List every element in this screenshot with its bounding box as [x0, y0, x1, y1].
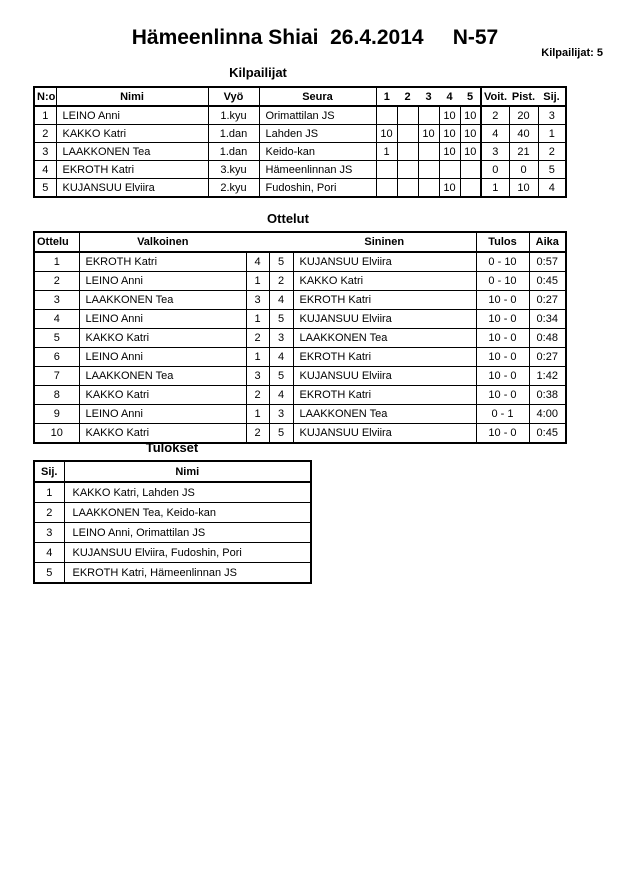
match-time-cell: 0:34 — [529, 310, 566, 329]
competitor-row — [34, 179, 566, 198]
match-time-cell: 0:27 — [529, 291, 566, 310]
competitor-points-cell: 0 — [509, 161, 538, 179]
match-white-number-cell: 1 — [246, 310, 269, 329]
match-result-cell: 0 - 10 — [476, 272, 529, 291]
competitor-belt-cell: 3.kyu — [208, 161, 259, 179]
result-place-cell: 2 — [34, 503, 64, 523]
match-white-name-cell: LEINO Anni — [79, 405, 246, 424]
match-blue-number-cell: 2 — [269, 272, 293, 291]
match-white-name-cell: KAKKO Katri — [79, 329, 246, 348]
match-result-cell: 10 - 0 — [476, 348, 529, 367]
competitor-wins-cell: 3 — [481, 143, 509, 161]
match-blue-number-cell: 3 — [269, 405, 293, 424]
match-row — [34, 291, 566, 310]
result-place-cell: 4 — [34, 543, 64, 563]
match-white-number-cell: 3 — [246, 367, 269, 386]
score-vs-4-cell: 10 — [439, 125, 460, 143]
matches-section-title: Ottelut — [267, 211, 309, 226]
header-club: Seura — [259, 87, 376, 106]
match-time-cell: 4:00 — [529, 405, 566, 424]
score-vs-1-cell — [376, 161, 397, 179]
score-vs-5-cell — [460, 179, 481, 198]
competitor-place-cell: 5 — [538, 161, 566, 179]
header-wins: Voit. — [481, 87, 509, 106]
competitor-points-cell: 20 — [509, 106, 538, 125]
match-result-cell: 10 - 0 — [476, 386, 529, 405]
match-number-cell: 9 — [34, 405, 79, 424]
match-row — [34, 367, 566, 386]
match-blue-name-cell: EKROTH Katri — [293, 348, 476, 367]
score-vs-3-cell — [418, 106, 439, 125]
results-table — [33, 460, 312, 584]
header-blue-number — [269, 232, 293, 252]
match-time-cell: 0:57 — [529, 252, 566, 272]
match-row — [34, 252, 566, 272]
score-vs-5-cell: 10 — [460, 106, 481, 125]
match-number-cell: 1 — [34, 252, 79, 272]
match-number-cell: 8 — [34, 386, 79, 405]
match-blue-name-cell: EKROTH Katri — [293, 291, 476, 310]
competitor-row — [34, 106, 566, 125]
competitors-section-title: Kilpailijat — [229, 65, 287, 80]
page-title: Hämeenlinna Shiai 26.4.2014 N-57 — [131, 26, 499, 49]
header-round-5: 5 — [460, 87, 481, 106]
score-vs-1-cell: 1 — [376, 143, 397, 161]
match-time-cell: 0:45 — [529, 272, 566, 291]
result-row — [34, 543, 311, 563]
match-blue-number-cell: 5 — [269, 310, 293, 329]
result-row — [34, 503, 311, 523]
match-number-cell: 6 — [34, 348, 79, 367]
match-blue-name-cell: LAAKKONEN Tea — [293, 405, 476, 424]
match-number-cell: 2 — [34, 272, 79, 291]
competitor-belt-cell: 2.kyu — [208, 179, 259, 198]
competitors-header-row — [34, 87, 566, 106]
result-name-cell: LEINO Anni, Orimattilan JS — [64, 523, 311, 543]
match-blue-number-cell: 4 — [269, 291, 293, 310]
match-blue-name-cell: KUJANSUU Elviira — [293, 310, 476, 329]
match-time-cell: 0:27 — [529, 348, 566, 367]
header-white-number — [246, 232, 269, 252]
competitor-number-cell: 1 — [34, 106, 56, 125]
match-row — [34, 310, 566, 329]
result-row — [34, 563, 311, 584]
match-row — [34, 386, 566, 405]
match-white-name-cell: LEINO Anni — [79, 272, 246, 291]
header-result-place: Sij. — [34, 461, 64, 482]
match-blue-name-cell: KUJANSUU Elviira — [293, 367, 476, 386]
results-section-title: Tulokset — [145, 440, 199, 455]
match-number-cell: 10 — [34, 424, 79, 444]
match-blue-name-cell: KUJANSUU Elviira — [293, 252, 476, 272]
match-white-name-cell: EKROTH Katri — [79, 252, 246, 272]
match-result-cell: 0 - 1 — [476, 405, 529, 424]
result-name-cell: EKROTH Katri, Hämeenlinnan JS — [64, 563, 311, 584]
result-place-cell: 1 — [34, 482, 64, 503]
result-name-cell: LAAKKONEN Tea, Keido-kan — [64, 503, 311, 523]
header-round-1: 1 — [376, 87, 397, 106]
match-result-cell: 0 - 10 — [476, 252, 529, 272]
competitor-wins-cell: 1 — [481, 179, 509, 198]
match-number-cell: 3 — [34, 291, 79, 310]
score-vs-4-cell — [439, 161, 460, 179]
competitor-points-cell: 21 — [509, 143, 538, 161]
competitor-club-cell: Lahden JS — [259, 125, 376, 143]
competitor-belt-cell: 1.dan — [208, 143, 259, 161]
match-blue-name-cell: LAAKKONEN Tea — [293, 329, 476, 348]
match-white-number-cell: 2 — [246, 329, 269, 348]
match-time-cell: 0:48 — [529, 329, 566, 348]
result-name-cell: KUJANSUU Elviira, Fudoshin, Pori — [64, 543, 311, 563]
score-vs-3-cell — [418, 161, 439, 179]
score-vs-5-cell: 10 — [460, 125, 481, 143]
competitor-name-cell: KAKKO Katri — [56, 125, 208, 143]
match-row — [34, 348, 566, 367]
score-vs-2-cell — [397, 161, 418, 179]
result-name-cell: KAKKO Katri, Lahden JS — [64, 482, 311, 503]
competitor-wins-cell: 4 — [481, 125, 509, 143]
score-vs-1-cell — [376, 179, 397, 198]
match-blue-number-cell: 5 — [269, 424, 293, 444]
score-vs-2-cell — [397, 125, 418, 143]
match-white-number-cell: 2 — [246, 424, 269, 444]
match-white-name-cell: KAKKO Katri — [79, 424, 246, 444]
match-white-name-cell: LAAKKONEN Tea — [79, 367, 246, 386]
competitors-count-label: Kilpailijat: 5 — [541, 47, 603, 59]
competitor-name-cell: EKROTH Katri — [56, 161, 208, 179]
matches-header-row — [34, 232, 566, 252]
match-row — [34, 405, 566, 424]
header-white: Valkoinen — [79, 232, 246, 252]
result-place-cell: 5 — [34, 563, 64, 584]
competitor-points-cell: 10 — [509, 179, 538, 198]
competitor-club-cell: Fudoshin, Pori — [259, 179, 376, 198]
score-vs-5-cell — [460, 161, 481, 179]
score-vs-2-cell — [397, 143, 418, 161]
score-vs-2-cell — [397, 179, 418, 198]
header-place: Sij. — [538, 87, 566, 106]
competitor-belt-cell: 1.dan — [208, 125, 259, 143]
score-vs-2-cell — [397, 106, 418, 125]
competitor-place-cell: 1 — [538, 125, 566, 143]
header-result-name: Nimi — [64, 461, 311, 482]
header-no: N:o — [34, 87, 56, 106]
header-match: Ottelu — [34, 232, 79, 252]
match-result-cell: 10 - 0 — [476, 291, 529, 310]
match-blue-number-cell: 5 — [269, 367, 293, 386]
match-white-number-cell: 1 — [246, 272, 269, 291]
competitor-row — [34, 125, 566, 143]
score-vs-4-cell: 10 — [439, 143, 460, 161]
match-blue-name-cell: KUJANSUU Elviira — [293, 424, 476, 444]
competitor-place-cell: 3 — [538, 106, 566, 125]
match-number-cell: 4 — [34, 310, 79, 329]
result-row — [34, 482, 311, 503]
match-row — [34, 329, 566, 348]
competitor-number-cell: 3 — [34, 143, 56, 161]
match-blue-number-cell: 4 — [269, 348, 293, 367]
competitor-place-cell: 4 — [538, 179, 566, 198]
match-result-cell: 10 - 0 — [476, 367, 529, 386]
match-time-cell: 0:38 — [529, 386, 566, 405]
match-number-cell: 5 — [34, 329, 79, 348]
match-white-number-cell: 3 — [246, 291, 269, 310]
match-white-number-cell: 4 — [246, 252, 269, 272]
competitors-table — [33, 86, 567, 198]
match-blue-number-cell: 5 — [269, 252, 293, 272]
result-row — [34, 523, 311, 543]
competitor-wins-cell: 2 — [481, 106, 509, 125]
match-blue-number-cell: 3 — [269, 329, 293, 348]
competitor-club-cell: Keido-kan — [259, 143, 376, 161]
header-belt: Vyö — [208, 87, 259, 106]
match-white-name-cell: LEINO Anni — [79, 348, 246, 367]
match-result-cell: 10 - 0 — [476, 424, 529, 444]
match-number-cell: 7 — [34, 367, 79, 386]
score-vs-3-cell: 10 — [418, 125, 439, 143]
match-time-cell: 1:42 — [529, 367, 566, 386]
header-round-4: 4 — [439, 87, 460, 106]
match-white-name-cell: LEINO Anni — [79, 310, 246, 329]
header-name: Nimi — [56, 87, 208, 106]
competitor-name-cell: LAAKKONEN Tea — [56, 143, 208, 161]
match-blue-name-cell: KAKKO Katri — [293, 272, 476, 291]
header-round-3: 3 — [418, 87, 439, 106]
match-white-number-cell: 2 — [246, 386, 269, 405]
score-vs-4-cell: 10 — [439, 179, 460, 198]
result-place-cell: 3 — [34, 523, 64, 543]
competitor-name-cell: KUJANSUU Elviira — [56, 179, 208, 198]
header-blue: Sininen — [293, 232, 476, 252]
competitor-belt-cell: 1.kyu — [208, 106, 259, 125]
match-white-number-cell: 1 — [246, 348, 269, 367]
score-vs-5-cell: 10 — [460, 143, 481, 161]
competitor-number-cell: 5 — [34, 179, 56, 198]
matches-table — [33, 231, 567, 444]
competitor-name-cell: LEINO Anni — [56, 106, 208, 125]
competitor-place-cell: 2 — [538, 143, 566, 161]
match-white-number-cell: 1 — [246, 405, 269, 424]
header-round-2: 2 — [397, 87, 418, 106]
competitor-row — [34, 161, 566, 179]
match-result-cell: 10 - 0 — [476, 310, 529, 329]
match-blue-number-cell: 4 — [269, 386, 293, 405]
competitor-row — [34, 143, 566, 161]
score-vs-1-cell — [376, 106, 397, 125]
match-result-cell: 10 - 0 — [476, 329, 529, 348]
competitor-number-cell: 2 — [34, 125, 56, 143]
header-result: Tulos — [476, 232, 529, 252]
match-blue-name-cell: EKROTH Katri — [293, 386, 476, 405]
header-time: Aika — [529, 232, 566, 252]
match-row — [34, 272, 566, 291]
competitor-points-cell: 40 — [509, 125, 538, 143]
score-vs-1-cell: 10 — [376, 125, 397, 143]
score-vs-4-cell: 10 — [439, 106, 460, 125]
score-vs-3-cell — [418, 179, 439, 198]
score-vs-3-cell — [418, 143, 439, 161]
competitor-club-cell: Hämeenlinnan JS — [259, 161, 376, 179]
match-white-name-cell: KAKKO Katri — [79, 386, 246, 405]
match-white-name-cell: LAAKKONEN Tea — [79, 291, 246, 310]
competitor-wins-cell: 0 — [481, 161, 509, 179]
match-time-cell: 0:45 — [529, 424, 566, 444]
competitor-club-cell: Orimattilan JS — [259, 106, 376, 125]
header-points: Pist. — [509, 87, 538, 106]
competitor-number-cell: 4 — [34, 161, 56, 179]
results-header-row — [34, 461, 311, 482]
